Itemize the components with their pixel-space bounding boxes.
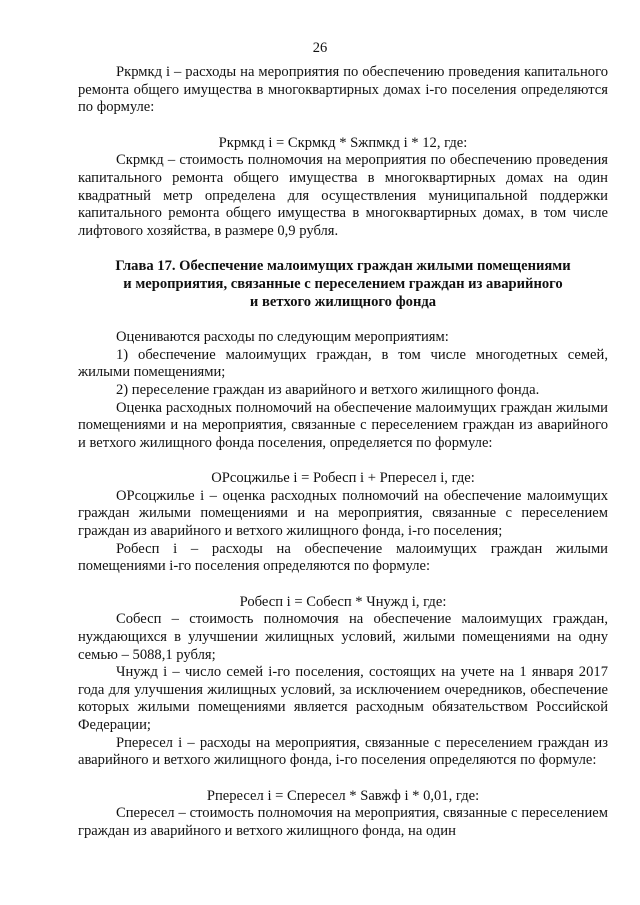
formula-orsoczhilye: ОРсоцжилье i = Робесп i + Рпересел i, где: [211,470,475,487]
paragraph-spereseel-definition: Спересел – стоимость полномочия на мероприятия, связанные с переселением граждан из аварийного и ветхого жилищного фонда, на один [78,805,608,839]
paragraph-chnuzhd-definition: Чнужд i – число семей i-го поселения, состоящих на учете на 1 января 2017 года для улучшения жилищных условий, за исключением очередников, обеспечение которых жилыми помещениями является расходным обязательством Российской Федерации; [78,664,608,733]
paragraph-intro: Оцениваются расходы по следующим мероприятиям: [116,329,449,346]
paragraph-assessment: Оценка расходных полномочий на обеспечение малоимущих граждан жилыми помещениями и на мероприятия, связанные с переселением граждан из аварийного и ветхого жилищного фонда поселения, определяется по формуле: [78,399,608,451]
paragraph-robesp-definition: Робесп i – расходы на обеспечение малоимущих граждан жилыми помещениями i-го поселения определяются по формуле: [78,540,608,575]
page-number: 26 [312,40,328,56]
heading-line: и ветхого жилищного фонда [249,293,437,310]
document-body [78,64,608,841]
paragraph-orsoczhilye-definition: ОРсоцжилье i – оценка расходных полномочий на обеспечение малоимущих граждан жилыми помещениями и на мероприятия, связанные с переселением граждан из аварийного и ветхого жилищного фонда, i-го поселения; [78,487,608,540]
heading-line: Глава 17. Обеспечение малоимущих граждан жилыми помещениями [115,258,571,275]
formula-rpereseel: Рпересел i = Спересел * Sавжф i * 0,01, где: [206,787,480,804]
list-item-1: 1) обеспечение малоимущих граждан, в том числе многодетных семей, жилыми помещениями; [78,346,608,381]
paragraph-skrmkd-definition: Скрмкд – стоимость полномочия на мероприятия по обеспечению проведения капитального ремонта общего имущества в многоквартирных домах на один квадратный метр определена для осуществления муниципальной поддержки капитального ремонта общего имущества в многоквартирных домах, в том числе лифтового хозяйства, в размере 0,9 рубля. [78,152,608,239]
paragraph-rpereseel-definition: Рпересел i – расходы на мероприятия, связанные с переселением граждан из аварийного и ветхого жилищного фонда, i-го поселения определяются по формуле: [78,734,608,769]
chapter-17-heading [78,240,608,329]
heading-line: и мероприятия, связанные с переселением граждан из аварийного [123,275,563,292]
paragraph-sobesp-definition: Собесп – стоимость полномочия на обеспечение малоимущих граждан, нуждающихся в улучшении жилищных условий, жилыми помещениями на одну семью – 5088,1 рубля; [78,611,608,663]
paragraph-rkrmkd-definition: Ркрмкд i – расходы на мероприятия по обеспечению проведения капитального ремонта общего имущества в многоквартирных домах i-го поселения определяются по формуле: [78,64,608,116]
formula-rkrmkd: Ркрмкд i = Скрмкд * Sжпмкд i * 12, где: [218,134,468,151]
formula-robesp: Робесп i = Собесп * Чнужд i, где: [239,593,447,610]
list-item-2: 2) переселение граждан из аварийного и ветхого жилищного фонда. [116,381,540,398]
